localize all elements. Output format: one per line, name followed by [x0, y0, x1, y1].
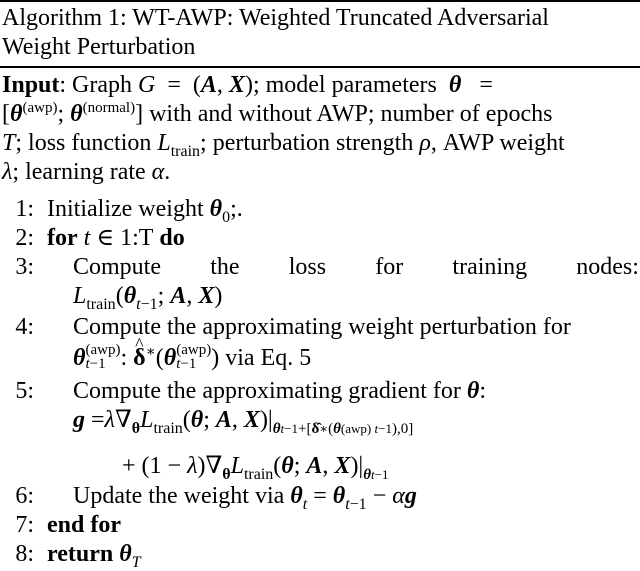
input-line-1: Input: Graph G = (A, X); model parameters θ =: [2, 72, 493, 98]
step-2: for t ∈ 1:T do: [47, 225, 185, 251]
step-number: 2:: [15, 225, 34, 251]
algorithm-caption-line1: Algorithm 1: WT-AWP: Weighted Truncated Adversarial: [2, 5, 549, 31]
input-line-4: λ; learning rate α.: [2, 159, 171, 185]
step-3-formula: $L_{train}(\theta_{t-1}$; A, X): [73, 283, 223, 313]
step-number: 1:: [15, 196, 34, 222]
step-number: 7:: [15, 512, 34, 538]
caption-rule: [0, 66, 640, 68]
input-label: Input: [2, 72, 60, 98]
step-number: 8:: [15, 541, 34, 567]
step-number: 6:: [15, 483, 34, 509]
step-6: Update the weight via $\theta_t = \theta_{t-1} - \alpha g$: [73, 483, 417, 513]
step-5-formula-line1: $g =\lambda\nabla_\theta L_{train}(\theta$; A, $X)|_{\theta t-1+[\deltâ∗(\theta(awp) t-1),0]}$: [73, 407, 414, 437]
step-5-formula-line2: + $(1 - \lambda)\nabla_\theta L_{train}(\theta$; A, $X)|_{\theta t-1}$: [122, 453, 389, 483]
step-8: return $\theta_T$: [47, 541, 141, 571]
input-line-3: T; loss function $L_{train}$; perturbation strength ρ, AWP weight: [2, 130, 565, 160]
input-line-2: [$\theta^{(awp)}$; $\theta^{(normal)}$] with and without AWP; number of epochs: [2, 100, 553, 127]
step-3: Compute the loss for training nodes:: [73, 254, 639, 280]
top-rule: [0, 0, 640, 2]
step-number: 3:: [15, 254, 34, 280]
step-number: 4:: [15, 314, 34, 340]
step-number: 5:: [15, 378, 34, 404]
step-7: end for: [47, 512, 121, 538]
algorithm-caption-line2: Weight Perturbation: [2, 34, 196, 60]
step-4-formula: θ(awp) t−1 : ^ δ∗(θ(awp) t−1 ) via Eq. 5: [73, 344, 311, 375]
step-4: Compute the approximating weight perturbation for: [73, 314, 571, 340]
step-5: Compute the approximating gradient for θ:: [73, 378, 487, 404]
step-1: Initialize weight $\theta_0$;.: [47, 196, 243, 226]
